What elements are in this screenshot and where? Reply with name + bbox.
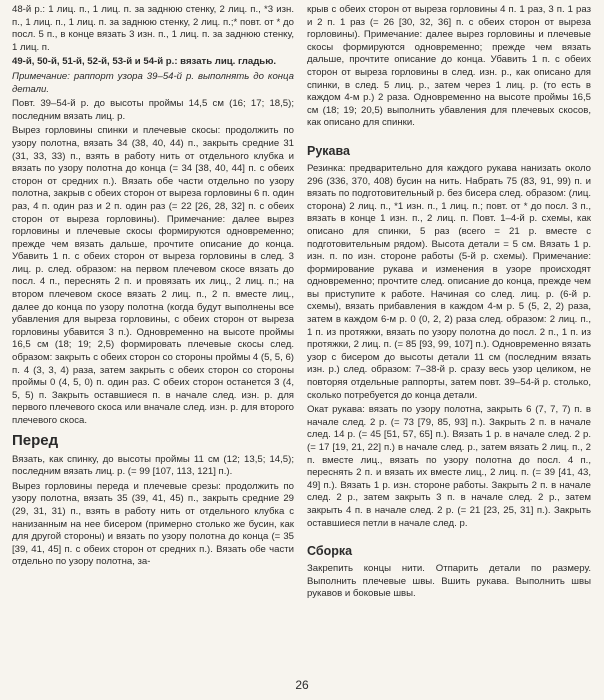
section-heading-front: Перед (12, 431, 59, 449)
right-column (307, 4, 591, 603)
rows-49-54-paragraph: 49-й, 50-й, 51-й, 52-й, 53-й и 54-й р.: вязать лиц. гладью. (12, 56, 277, 68)
section-heading-assembly: Сборка (307, 544, 353, 559)
front-neckline-paragraph: Вырез горловины переда и плечевые срезы: продолжить по узору полотна, вязать 35 (39, 41, 45) п., закрыть средние 29 (29, 31, 31) п., взять в работу нить от отдельного клубка с нанизанным на нее бисером (примерно столько же бусин, как для другой стороны) и вязать по узору полотна до конца (= 35 [39, 41, 45] п. с обеих сторон от средних п.). Вязать обе части отдельно по узору полотна, за- (12, 480, 294, 568)
sleeve-cap-paragraph: Окат рукава: вязать по узору полотна, закрыть 6 (7, 7, 7) п. в начале след. 2 р. (= 73 [79, 85, 93] п.). Закрыть 2 п. в начале след. 14 р. (= 45 [51, 57, 65] п.). Вязать 1 р. в начале след. 2 р. (= 17 [19, 21, 22] п.) в начале след. р., затем вязать 2 лиц. п., 2 п. вместе лиц., вязать по узору полотна до посл. 4 п., переснять 2 п. и вязать их вместе лиц., 2 лиц. п. (= 39 [41, 43, 49] п.). Вязать 1 р. изн. стороне работы. Закрыть 2 п. в начале след. 2 р., затем закрыть 3 п. в начале след. 2 р., затем закрыть 4 п. в начале след. 2 р. (= 21 [23, 25, 31] п.). Закрыть оставшиеся петли в начале след. р. (307, 404, 591, 529)
row-48-paragraph: 48-й р.: 1 лиц. п., 1 лиц. п. за заднюю стенку, 2 лиц. п., *3 изн. п., 1 лиц. п., 1 лиц. п. за заднюю стенку, 2 лиц. п.;* повт. от * до посл. 5 п., в конце вязать 3 изн. п., 1 лиц. п. за заднюю стенку, 1 лиц. п. (12, 4, 294, 53)
left-column (12, 4, 294, 571)
page-number: 26 (295, 678, 309, 692)
section-heading-sleeves: Рукава (307, 143, 350, 158)
repeat-paragraph: Повт. 39–54-й р. до высоты проймы 14,5 см (16; 17; 18,5); последним вязать лиц. р. (12, 98, 294, 122)
assembly-paragraph: Закрепить концы нити. Отпарить детали по размеру. Выполнить плечевые швы. Вшить рукава. Выполнить швы рукавов и боковые швы. (307, 563, 591, 600)
neckline-continued-paragraph: крыв с обеих сторон от выреза горловины 4 п. 1 раз, 3 п. 1 раз и 2 п. 1 раз (= 26 [30, 32, 36] п. с обеих сторон от выреза горловины). Примечание: далее вырез горловины и плечевые скосы формируются одновременно; прежде чем вязать дальше, прочтите описание до конца. Убавить 1 п. с обеих сторон от выреза горловины в след. изн. р., как описано для спинки, в след. 5 лиц. р., затем через 1 лиц. р. (то есть в каждом 4-м р.) 2 раза. Одновременно на высоте проймы 16,5 см (18; 19; 20,5) выполнить убавления для плечевых скосов, как описано для спинки. (307, 4, 591, 129)
ribbing-paragraph: Резинка: предварительно для каждого рукава нанизать около 296 (336, 370, 408) бусин на нить. Набрать 75 (83, 91, 99) п. и вязать по подготовительный р. без бисера след. образом: (лиц. сторона) 2 лиц. п., *1 изн. п., 1 лиц. п.; повт. от * до посл. 3 п., вязать в конце 1 изн. п., 2 лиц. п. Повт. 1–4-й р. схемы, как описано для спинки, 5 раз (всего = 21 р. вместе с подготовительным рядом). Высота детали = 5 см. Вязать 1 р. изн. п. по изн. стороне работы (5-й р. схемы). Примечание: формирование рукава и изменения в узоре происходят одновременно; прочтите след. описание до конца, прежде чем вы приступите к работе. Начиная со след. лиц. р. (6-й р. схемы), вязать прибавления в каждом 4-м р. 5 (5, 2, 2) раза, затем в каждом 6-м р. 0 (0, 2, 2) раза след. образом: 2 лиц. п., 1 п. из протяжки, вязать по узору полотна до посл. 2 п., 1 п. из протяжки, 2 лиц. п. (= 85 [93, 99, 107] п.). Одновременно вязать узор с бисером до высоты детали 11 см (последним вязать изн. р.) след. образом: 7–38-й р. сразу весь узор целиком, не повторяя отдельные раппорты, затем повт. 39–54-й р. столько, сколько потребуется до конца детали. (307, 162, 591, 401)
front-paragraph: Вязать, как спинку, до высоты проймы 11 см (12; 13,5; 14,5); последним вязать лиц. р. (= 99 [107, 113, 121] п.). (12, 453, 294, 478)
back-neckline-paragraph: Вырез горловины спинки и плечевые скосы: продолжить по узору полотна, вязать 34 (38, 40, 44) п., закрыть средние 31 (31, 33, 33) п., взять в работу нить от отдельного клубка и вязать по узору полотна до конца (= 34 [38, 40, 44] п. с обеих сторон от средних п.). Вязать обе части отдельно по узору полотна, закрыв с обеих сторон от выреза горловины 6 п. один раз, 4 п. один раз и 2 п. один раз (= 22 [26, 28, 32] п. с обеих сторон от выреза горловины). Примечание: далее вырез горловины и плечевые скосы формируются одновременно; прежде чем вязать дальше, прочтите описание до конца. Убавить 1 п. с обеих сторон от выреза горловины в след. 3 лиц. р. след. образом: на первом плечевом скосе вязать до посл. 4 п., переснять 2 п. и провязать их лиц., 2 лиц. п.; на втором плечевом скосе вязать 2 лиц. п., 2 п. вместе лиц., далее до конца по узору полотна (когда будут выполнены все убавления для выреза горловины, с обеих сторон от выреза горловины убавится 3 п.). Одновременно на высоте проймы 16,5 см (18; 19; 2,5) формировать плечевые скосы след. образом: закрыть с обеих сторон со стороны проймы 4 (5, 5, 6) п. 4 (3, 3, 4) раза, затем закрыть с обеих сторон со стороны проймы 0 (4, 5, 0) п. один раз. С обеих сторон останется 3 (4, 5, 5) п. Закрыть оставшиеся п. в начале след. изн. р. для первого плечевого скоса или вначале след. изн. р. для второго плечевого скоса. (12, 125, 294, 426)
note-paragraph: Примечание: раппорт узора 39–54-й р. выполнять до конца детали. (12, 70, 294, 95)
